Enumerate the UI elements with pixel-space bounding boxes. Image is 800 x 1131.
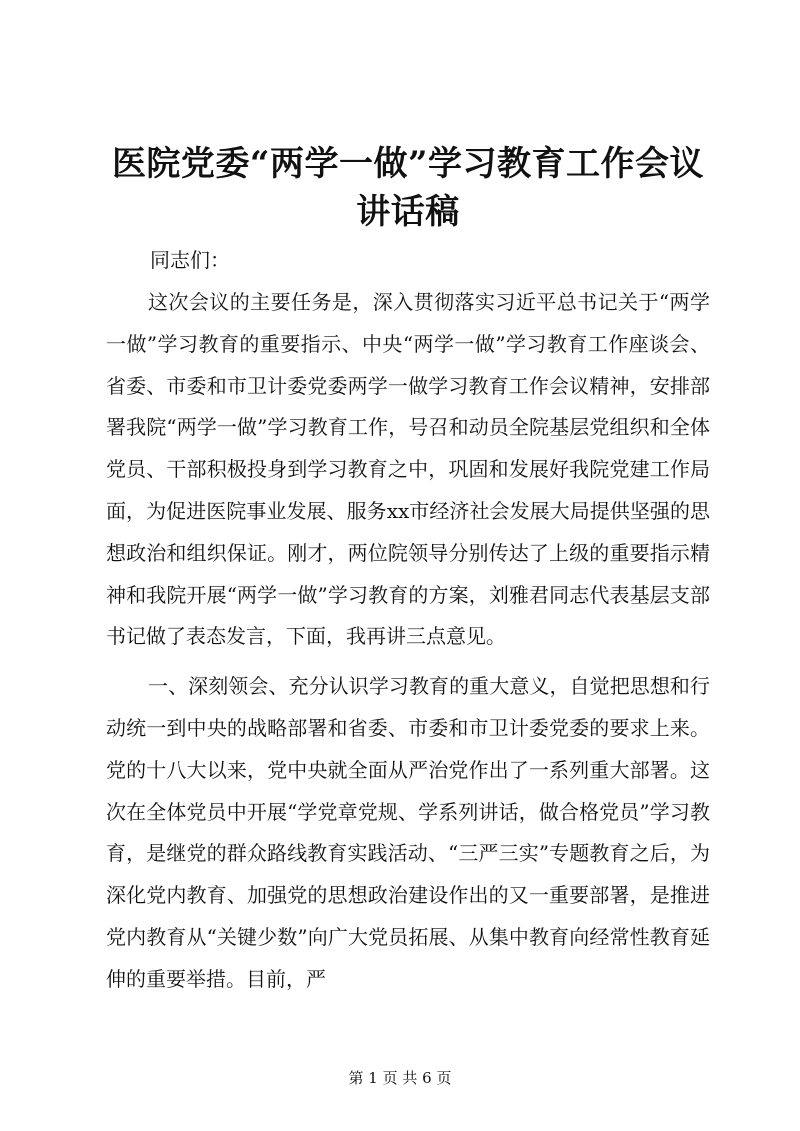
page-footer: 第 1 页 共 6 页 bbox=[348, 1069, 452, 1087]
paragraph-section-one: 一、深刻领会、充分认识学习教育的重大意义，自觉把思想和行动统一到中央的战略部署和省委、市委和市卫计委党委的要求上来。党的十八大以来，党中央就全面从严治党作出了一系列重大部署。这次在全体党员中开展“学党章党规、学系列讲话，做合格党员”学习教育，是继党的群众路线教育实践活动、“三严三实”专题教育之后，为深化党内教育、加强党的思想政治建设作出的又一重要部署，是推进党内教育从“关键少数”向广大党员拓展、从集中教育向经常性教育延伸的重要举措。目前，严 bbox=[106, 674, 710, 991]
paragraph-intro: 这次会议的主要任务是，深入贯彻落实习近平总书记关于“两学一做”学习教育的重要指示、中央“两学一做”学习教育工作座谈会、省委、市委和市卫计委党委两学一做学习教育工作会议精神，安排部署我院“两学一做”学习教育工作，号召和动员全院基层党组织和全体党员、干部积极投身到学习教育之中，巩固和发展好我院党建工作局面，为促进医院事业发展、服务xx市经济社会发展大局提供坚强的思想政治和组织保证。刚才，两位院领导分别传达了上级的重要指示精神和我院开展“两学一做”学习教育的方案，刘雅君同志代表基层支部书记做了表态发言，下面，我再讲三点意见。 bbox=[106, 290, 710, 649]
document-title: 医院党委“两学一做”学习教育工作会议讲话稿 bbox=[111, 144, 705, 232]
salutation: 同志们： bbox=[150, 248, 230, 272]
